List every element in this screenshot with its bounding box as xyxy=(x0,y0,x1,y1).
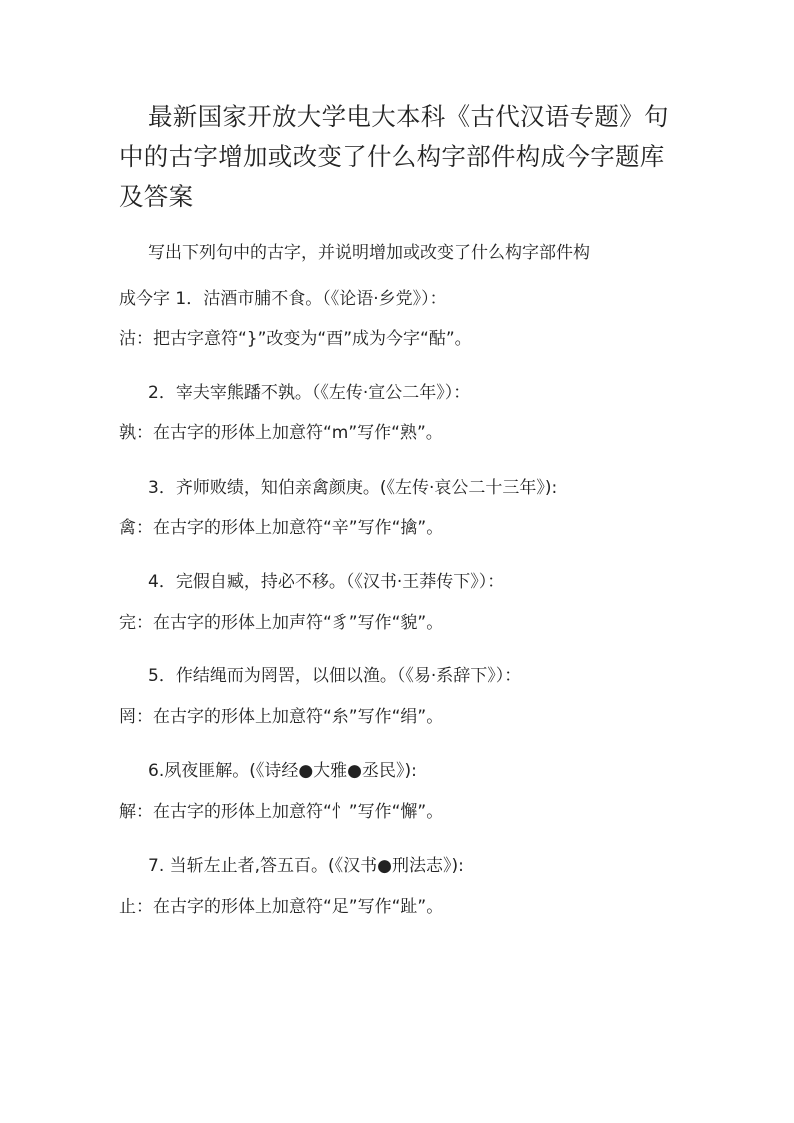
answer-4: 完：在古字的形体上加声符“豸”写作“貌”。 xyxy=(119,613,444,633)
question-3: 3．齐师败绩，知伯亲禽颜庚。(《左传·哀公二十三年》): xyxy=(148,478,558,498)
answer-5: 罔：在古字的形体上加意符“糸”写作“绢”。 xyxy=(119,707,444,727)
answer-3: 禽：在古字的形体上加意符“辛”写作“擒”。 xyxy=(119,518,444,538)
question-2: 2．宰夫宰熊蹯不孰。（《左传·宣公二年》）： xyxy=(148,383,471,403)
document-title: 最新国家开放大学电大本科《古代汉语专题》句中的古字增加或改变了什么构字部件构成今字题库及答案 xyxy=(119,102,669,211)
question-4: 4．完假自臧，持必不移。（《汉书·王莽传下》）： xyxy=(148,572,505,592)
answer-1: 沽：把古字意符“}”改变为“酉”成为今字“酤”。 xyxy=(119,329,472,349)
question-7: 7. 当斩左止者,答五百。(《汉书●刑法志》): xyxy=(148,856,464,876)
question-5: 5．作结绳而为罔罟，以佃以渔。（《易·系辞下》）： xyxy=(148,666,522,686)
question-6: 6.夙夜匪解。(《诗经●大雅●丞民》): xyxy=(148,761,417,781)
answer-6: 解：在古字的形体上加意符“忄”写作“懈”。 xyxy=(119,802,444,822)
answer-2: 孰：在古字的形体上加意符“m”写作“熟”。 xyxy=(119,423,443,443)
intro-line-2: 成今字 1．沽酒市脯不食。（《论语·乡党》）： xyxy=(119,289,447,309)
answer-7: 止：在古字的形体上加意符“足”写作“趾”。 xyxy=(119,897,444,917)
intro-line-1: 写出下列句中的古字，并说明增加或改变了什么构字部件构 xyxy=(148,243,590,263)
